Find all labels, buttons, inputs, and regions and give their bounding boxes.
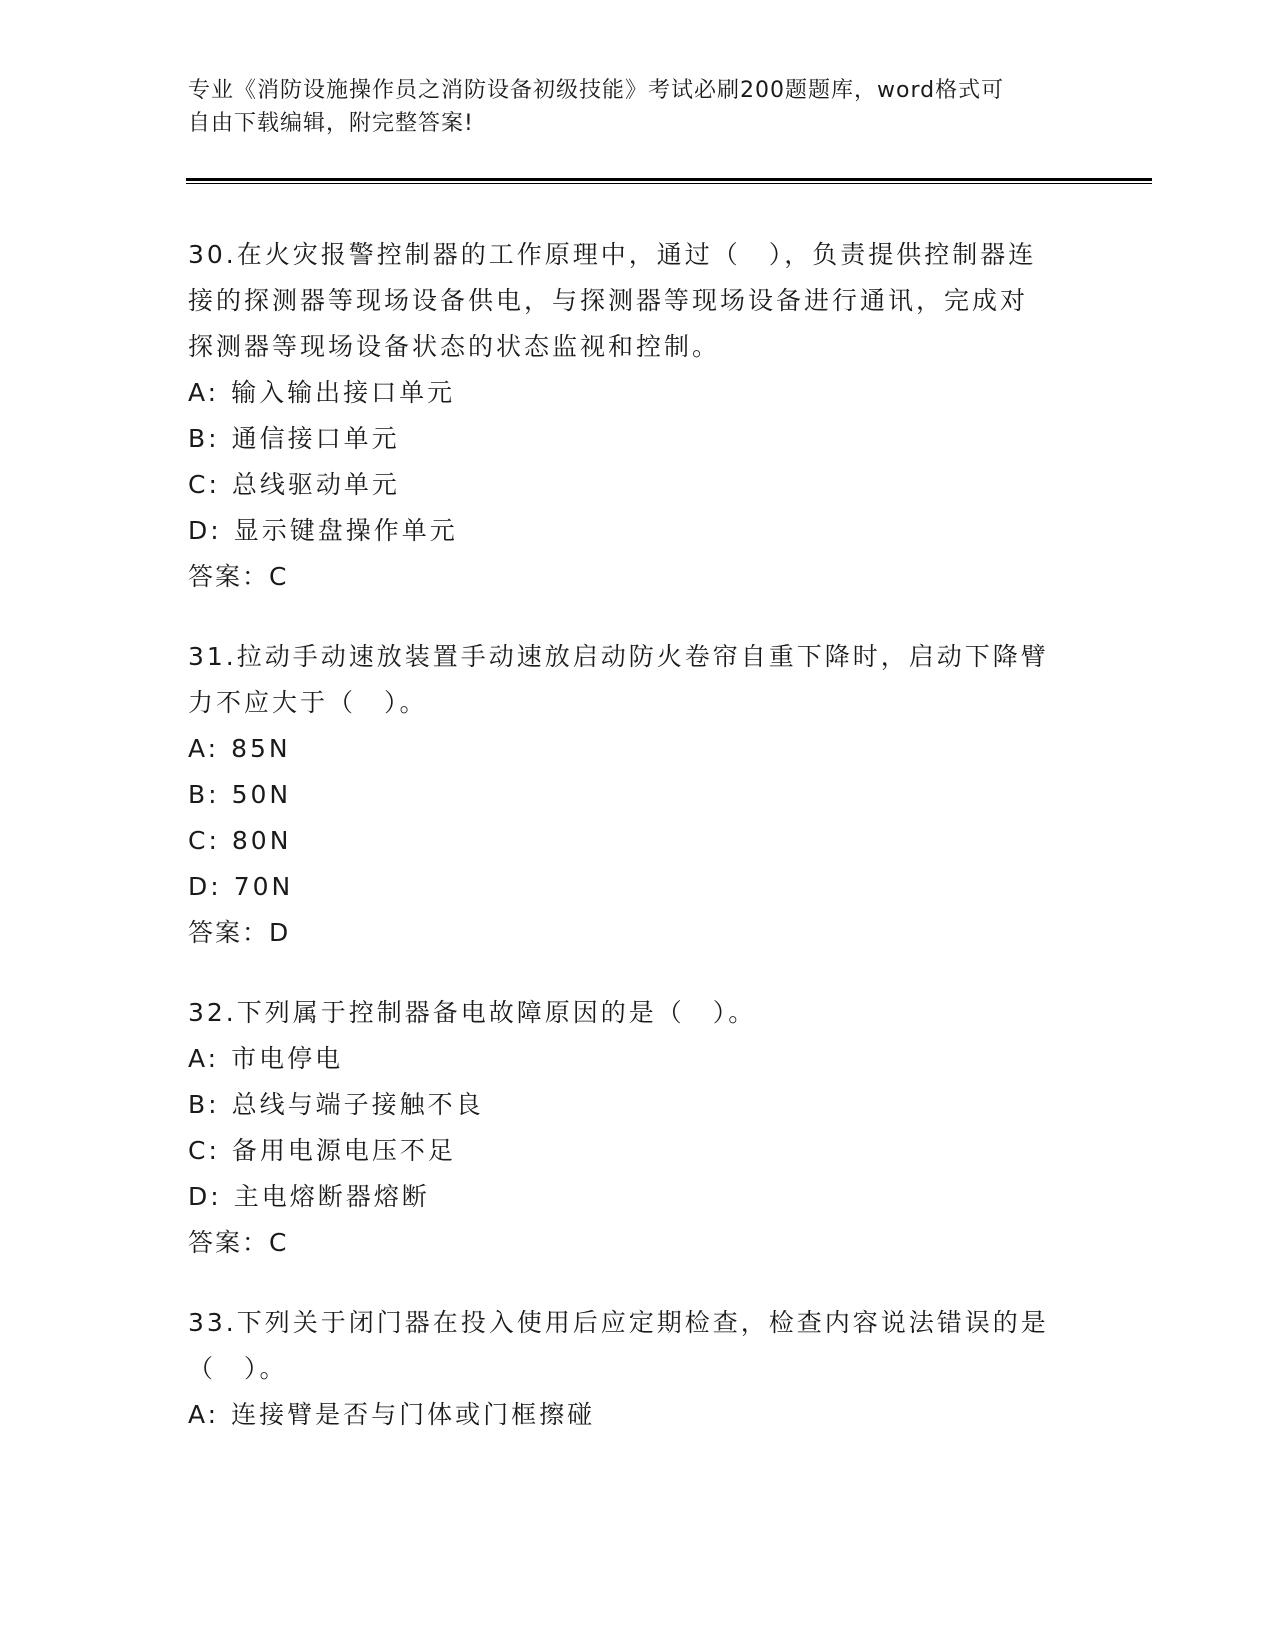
option-a bbox=[188, 370, 1088, 416]
option-text: 备用电源电压不足 bbox=[231, 1136, 456, 1165]
option-letter: C: bbox=[188, 470, 220, 499]
question-list bbox=[188, 232, 1088, 1472]
option-text: 80N bbox=[231, 826, 292, 855]
option-text: 输入输出接口单元 bbox=[231, 378, 456, 407]
option-text: 70N bbox=[233, 872, 294, 901]
question-stem: 32.下列属于控制器备电故障原因的是（ ）。 bbox=[188, 998, 757, 1027]
option-c bbox=[188, 462, 1088, 508]
option-a bbox=[188, 1036, 1088, 1082]
option-letter: C: bbox=[188, 826, 220, 855]
question-stem: （ ）。 bbox=[188, 1354, 288, 1383]
option-d bbox=[188, 508, 1088, 554]
answer-line: 答案：C bbox=[188, 562, 289, 591]
option-text: 50N bbox=[231, 780, 292, 809]
option-letter: D: bbox=[188, 516, 222, 545]
header-divider-thick bbox=[186, 178, 1152, 181]
question-33 bbox=[188, 1300, 1088, 1438]
question-stem: 31.拉动手动速放装置手动速放启动防火卷帘自重下降时，启动下降臂 bbox=[188, 642, 1049, 671]
option-text: 总线驱动单元 bbox=[231, 470, 400, 499]
option-b bbox=[188, 772, 1088, 818]
option-letter: B: bbox=[188, 1090, 220, 1119]
option-text: 85N bbox=[231, 734, 291, 763]
option-text: 通信接口单元 bbox=[231, 424, 400, 453]
option-a bbox=[188, 1392, 1088, 1438]
option-letter: A: bbox=[188, 1044, 220, 1073]
question-32 bbox=[188, 990, 1088, 1266]
option-a bbox=[188, 726, 1088, 772]
option-c bbox=[188, 1128, 1088, 1174]
option-letter: A: bbox=[188, 378, 220, 407]
option-letter: A: bbox=[188, 734, 220, 763]
header-line-1: 专业《消防设施操作员之消防设备初级技能》考试必刷200题题库，word格式可 bbox=[188, 78, 1005, 103]
question-stem: 探测器等现场设备状态的状态监视和控制。 bbox=[188, 332, 721, 361]
option-text: 总线与端子接触不良 bbox=[231, 1090, 484, 1119]
option-text: 市电停电 bbox=[231, 1044, 344, 1073]
question-stem: 30.在火灾报警控制器的工作原理中，通过（ ），负责提供控制器连 bbox=[188, 240, 1037, 269]
option-letter: D: bbox=[188, 1182, 222, 1211]
option-letter: D: bbox=[188, 872, 222, 901]
option-letter: C: bbox=[188, 1136, 220, 1165]
header-line-2: 自由下载编辑，附完整答案! bbox=[188, 111, 474, 136]
option-text: 显示键盘操作单元 bbox=[233, 516, 458, 545]
option-c bbox=[188, 818, 1088, 864]
answer-line: 答案：C bbox=[188, 1228, 289, 1257]
option-letter: B: bbox=[188, 780, 220, 809]
header-divider-thin bbox=[186, 183, 1152, 184]
option-b bbox=[188, 1082, 1088, 1128]
option-d bbox=[188, 1174, 1088, 1220]
option-letter: B: bbox=[188, 424, 220, 453]
option-d bbox=[188, 864, 1088, 910]
option-text: 主电熔断器熔断 bbox=[233, 1182, 430, 1211]
question-stem: 力不应大于（ ）。 bbox=[188, 688, 428, 717]
option-letter: A: bbox=[188, 1400, 220, 1429]
option-text: 连接臂是否与门体或门框擦碰 bbox=[231, 1400, 596, 1429]
question-30 bbox=[188, 232, 1088, 600]
option-b bbox=[188, 416, 1088, 462]
document-header bbox=[188, 74, 1068, 140]
question-stem: 33.下列关于闭门器在投入使用后应定期检查，检查内容说法错误的是 bbox=[188, 1308, 1049, 1337]
question-31 bbox=[188, 634, 1088, 956]
answer-line: 答案：D bbox=[188, 918, 291, 947]
question-stem: 接的探测器等现场设备供电，与探测器等现场设备进行通讯，完成对 bbox=[188, 286, 1029, 315]
